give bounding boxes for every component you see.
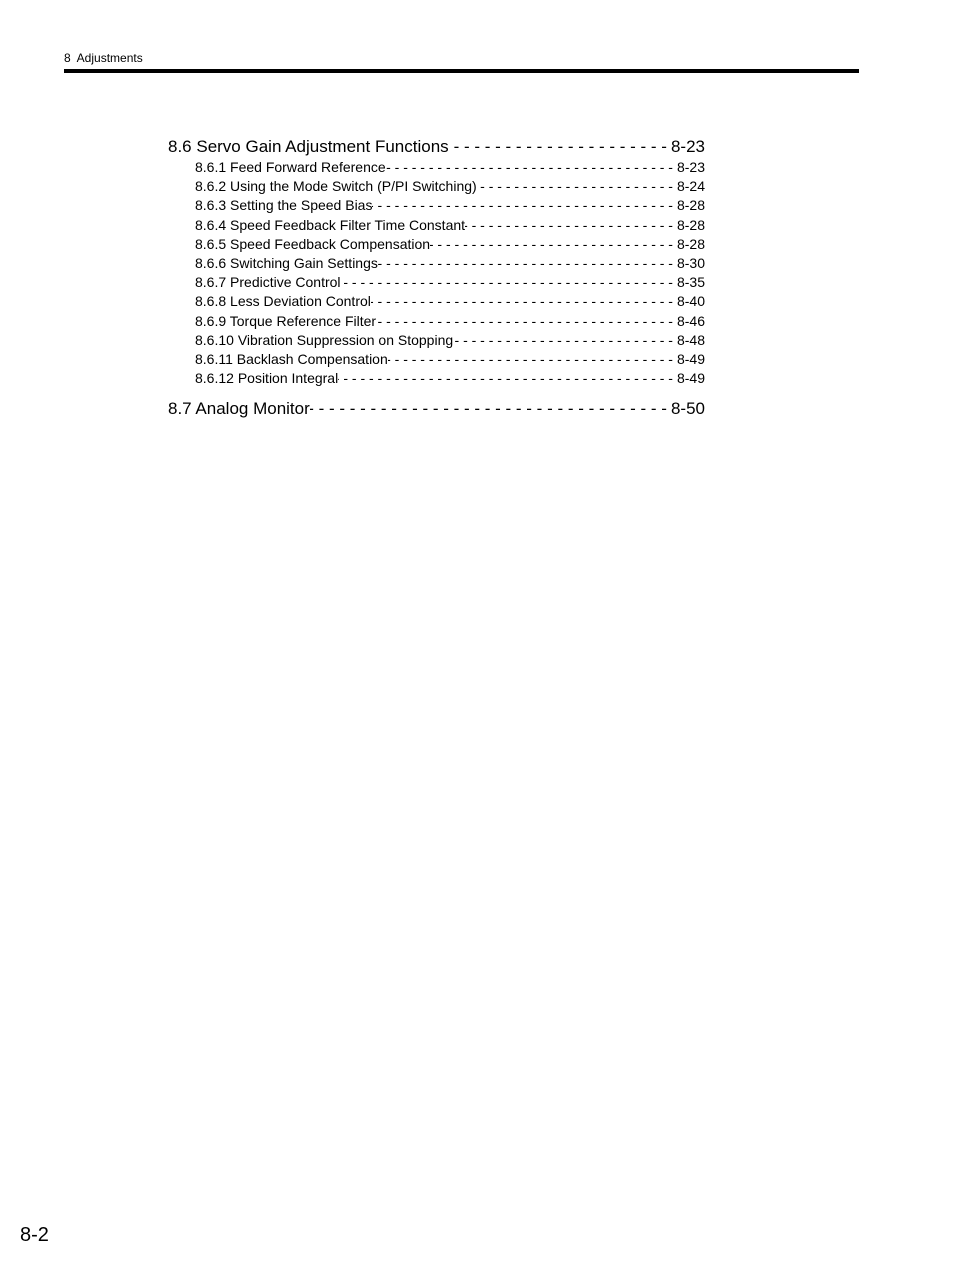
toc-entry-8-6-3[interactable]: [195, 196, 705, 215]
toc-leader-dots: [378, 254, 677, 273]
toc-leader-dots: [371, 292, 677, 311]
toc-entry-label: 8.6 Servo Gain Adjustment Functions: [168, 137, 449, 156]
toc-leader-dots: [341, 273, 677, 292]
toc-entry-page: 8-35: [676, 274, 705, 291]
toc-entry-label: 8.6.5 Speed Feedback Compensation: [195, 235, 431, 252]
toc-entry-page: 8-28: [676, 197, 705, 214]
toc-entry-8-6-11[interactable]: [195, 350, 705, 369]
toc-entry-8-6-1[interactable]: [195, 158, 705, 177]
toc-entry-8-6-12[interactable]: [195, 369, 705, 388]
page-number: 8-2: [20, 1224, 49, 1246]
toc-entry-label: 8.7 Analog Monitor: [168, 399, 310, 419]
toc-entry-label: 8.6.1 Feed Forward Reference: [195, 159, 386, 175]
toc-leader-dots: [465, 216, 677, 235]
toc-leader-dots: [449, 136, 671, 158]
toc-leader-dots: [386, 158, 677, 177]
toc-entry-8-6-5[interactable]: [195, 235, 705, 254]
toc-entry-page: 8-48: [676, 331, 705, 348]
toc-entry-label: 8.6.2 Using the Mode Switch (P/PI Switching): [195, 178, 477, 195]
toc-leader-dots: [310, 398, 671, 420]
running-header: 8 Adjustments: [64, 51, 143, 65]
toc-entry-page: 8-28: [676, 216, 705, 233]
toc-entry-8-6[interactable]: [168, 136, 705, 158]
toc-entry-8-6-4[interactable]: [195, 216, 705, 235]
toc-entry-page: 8-46: [676, 312, 705, 329]
toc-entry-page: 8-28: [676, 235, 705, 252]
toc-entry-8-6-7[interactable]: [195, 273, 705, 292]
toc-entry-page: 8-50: [670, 399, 705, 419]
toc-entry-8-7[interactable]: [168, 398, 705, 420]
toc-entry-8-6-9[interactable]: [195, 312, 705, 331]
toc-entry-page: 8-23: [676, 159, 705, 175]
toc-entry-page: 8-24: [676, 178, 705, 195]
toc-entry-label: 8.6.3 Setting the Speed Bias: [195, 197, 373, 214]
toc-entry-label: 8.6.4 Speed Feedback Filter Time Constant: [195, 216, 466, 233]
toc-entry-8-6-8[interactable]: [195, 292, 705, 311]
toc-entry-label: 8.6.6 Switching Gain Settings: [195, 254, 378, 271]
toc-leader-dots: [376, 312, 677, 331]
toc-leader-dots: [372, 196, 677, 215]
toc-entry-label: 8.6.8 Less Deviation Control: [195, 293, 371, 310]
toc-leader-dots: [388, 350, 677, 369]
toc-entry-label: 8.6.11 Backlash Compensation: [195, 350, 388, 367]
toc-leader-dots: [430, 235, 677, 254]
toc-leader-dots: [338, 369, 677, 388]
header-rule: [64, 69, 859, 73]
toc-entry-label: 8.6.7 Predictive Control: [195, 274, 341, 291]
toc-leader-dots: [477, 177, 677, 196]
toc-entry-label: 8.6.12 Position Integral: [195, 370, 339, 387]
toc-entry-page: 8-49: [676, 350, 705, 367]
toc-entry-label: 8.6.10 Vibration Suppression on Stopping: [195, 331, 454, 348]
toc-entry-page: 8-40: [676, 293, 705, 310]
toc-entry-8-6-6[interactable]: [195, 254, 705, 273]
toc-entry-8-6-2[interactable]: [195, 177, 705, 196]
toc-leader-dots: [453, 331, 677, 350]
table-of-contents: [168, 136, 705, 420]
toc-entry-page: 8-49: [676, 370, 705, 387]
toc-entry-page: 8-30: [676, 254, 705, 271]
toc-entry-label: 8.6.9 Torque Reference Filter: [195, 312, 377, 329]
toc-entry-8-6-10[interactable]: [195, 331, 705, 350]
toc-entry-page: 8-23: [670, 137, 705, 156]
